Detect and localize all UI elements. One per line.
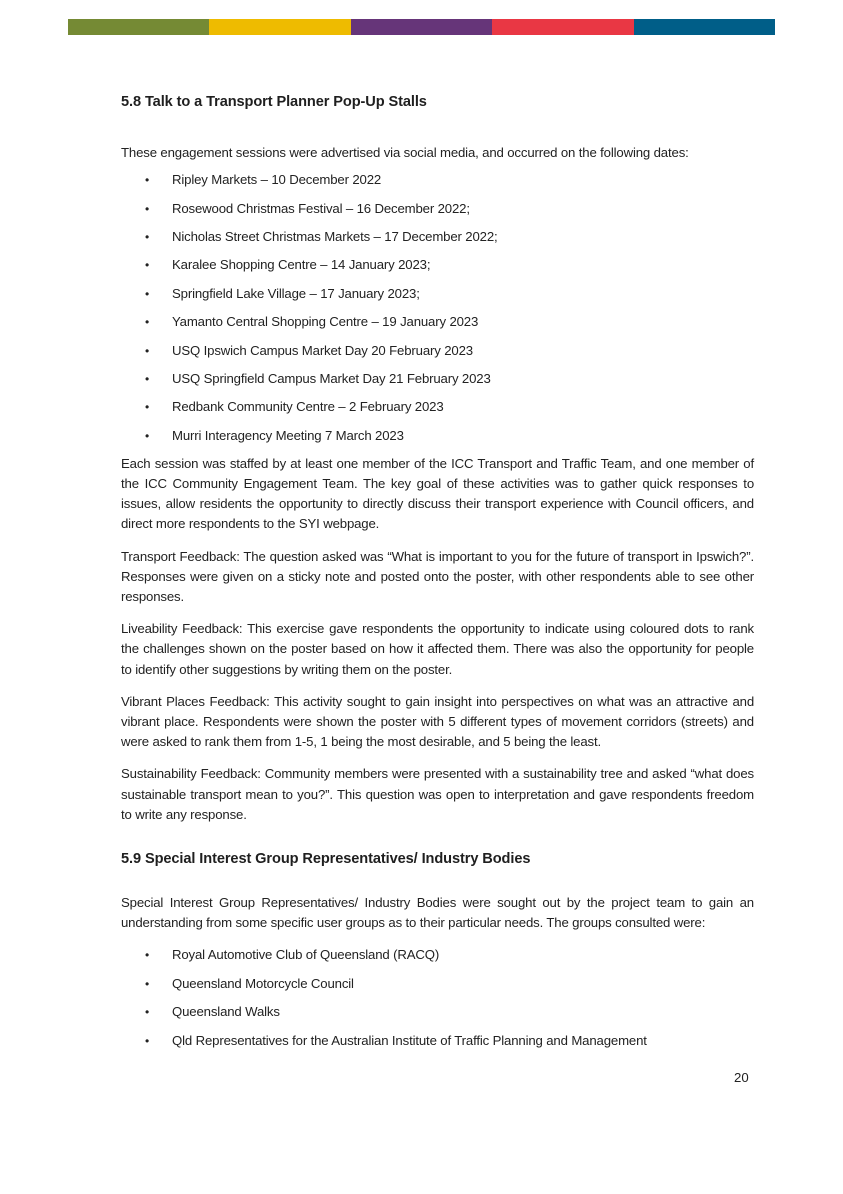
list-item: • Queensland Walks [121, 1002, 754, 1022]
bullet-icon: • [145, 976, 150, 991]
bullet-icon: • [145, 1005, 150, 1020]
list-item: • Springfield Lake Village – 17 January 2023; [121, 284, 754, 304]
list-item: • Nicholas Street Christmas Markets – 17 December 2022; [121, 227, 754, 247]
color-segment-purple [351, 19, 492, 35]
page-number: 20 [734, 1070, 749, 1085]
bullet-icon: • [145, 343, 150, 358]
bullet-icon: • [145, 258, 150, 273]
sustainability-feedback-paragraph: Sustainability Feedback: Community members were presented with a sustainability tree and asked “what does sustainable transport mean to you?”. This question was open to interpretation and gave respondents freedom to write any response. [121, 766, 754, 822]
list-item: • USQ Ipswich Campus Market Day 20 February 2023 [121, 341, 754, 361]
transport-feedback-paragraph: Transport Feedback: The question asked was “What is important to you for the future of transport in Ipswich?”. Responses were given on a sticky note and posted onto the poster, with other respondents able to see other responses. [121, 548, 754, 604]
bullet-icon: • [145, 371, 150, 386]
list-item: • Murri Interagency Meeting 7 March 2023 [121, 426, 754, 446]
color-segment-blue [634, 19, 775, 35]
staffing-paragraph: Each session was staffed by at least one member of the ICC Transport and Traffic Team, and one member of the ICC Community Engagement Team. The key goal of these activities was to gather quick responses to issues, allow residents the opportunity to directly discuss their transport experience with Council officers, and direct more respondents to the SYI webpage. [121, 455, 754, 532]
section-heading-5-8: 5.8 Talk to a Transport Planner Pop-Up Stalls [121, 94, 427, 110]
color-segment-red [492, 19, 633, 35]
vibrant-places-feedback-paragraph: Vibrant Places Feedback: This activity sought to gain insight into perspectives on what was an attractive and vibrant place. Respondents were shown the poster with 5 different types of movement corridors (streets) and were asked to rank them from 1-5, 1 being the most desirable, and 5 being the least. [121, 693, 754, 750]
page-content [121, 92, 754, 1051]
bullet-icon: • [145, 1033, 150, 1048]
list-item: • Qld Representatives for the Australian Institute of Traffic Planning and Management [121, 1031, 754, 1051]
list-item: • Rosewood Christmas Festival – 16 December 2022; [121, 199, 754, 219]
color-segment-yellow [209, 19, 350, 35]
list-item: • Yamanto Central Shopping Centre – 19 January 2023 [121, 312, 754, 332]
bullet-icon: • [145, 201, 150, 216]
bullet-icon: • [145, 229, 150, 244]
bullet-icon: • [145, 428, 150, 443]
list-item: • Queensland Motorcycle Council [121, 974, 754, 994]
bullet-icon: • [145, 948, 150, 963]
intro-paragraph: These engagement sessions were advertised via social media, and occurred on the following dates: [121, 145, 689, 160]
list-item: • Karalee Shopping Centre – 14 January 2023; [121, 255, 754, 275]
bullet-icon: • [145, 173, 150, 188]
bullet-icon: • [145, 286, 150, 301]
bullet-icon: • [145, 400, 150, 415]
header-color-bar [68, 19, 775, 35]
bullet-icon: • [145, 315, 150, 330]
color-segment-olive [68, 19, 209, 35]
list-item: • Royal Automotive Club of Queensland (RACQ) [121, 945, 754, 965]
special-interest-intro-paragraph: Special Interest Group Representatives/ Industry Bodies were sought out by the project team to gain an understanding from some specific user groups as to their particular needs. The groups consulted were: [121, 894, 754, 931]
list-item: • Ripley Markets – 10 December 2022 [121, 170, 754, 190]
list-item: • Redbank Community Centre – 2 February 2023 [121, 397, 754, 417]
groups-list [121, 945, 754, 1050]
liveability-feedback-paragraph: Liveability Feedback: This exercise gave respondents the opportunity to indicate using coloured dots to rank the challenges shown on the poster based on how it affected them. There was also the opportunity for people to identify other suggestions by writing them on the poster. [121, 621, 754, 677]
list-item: • USQ Springfield Campus Market Day 21 February 2023 [121, 369, 754, 389]
dates-list [121, 170, 754, 446]
section-heading-5-9: 5.9 Special Interest Group Representatives/ Industry Bodies [121, 850, 531, 867]
